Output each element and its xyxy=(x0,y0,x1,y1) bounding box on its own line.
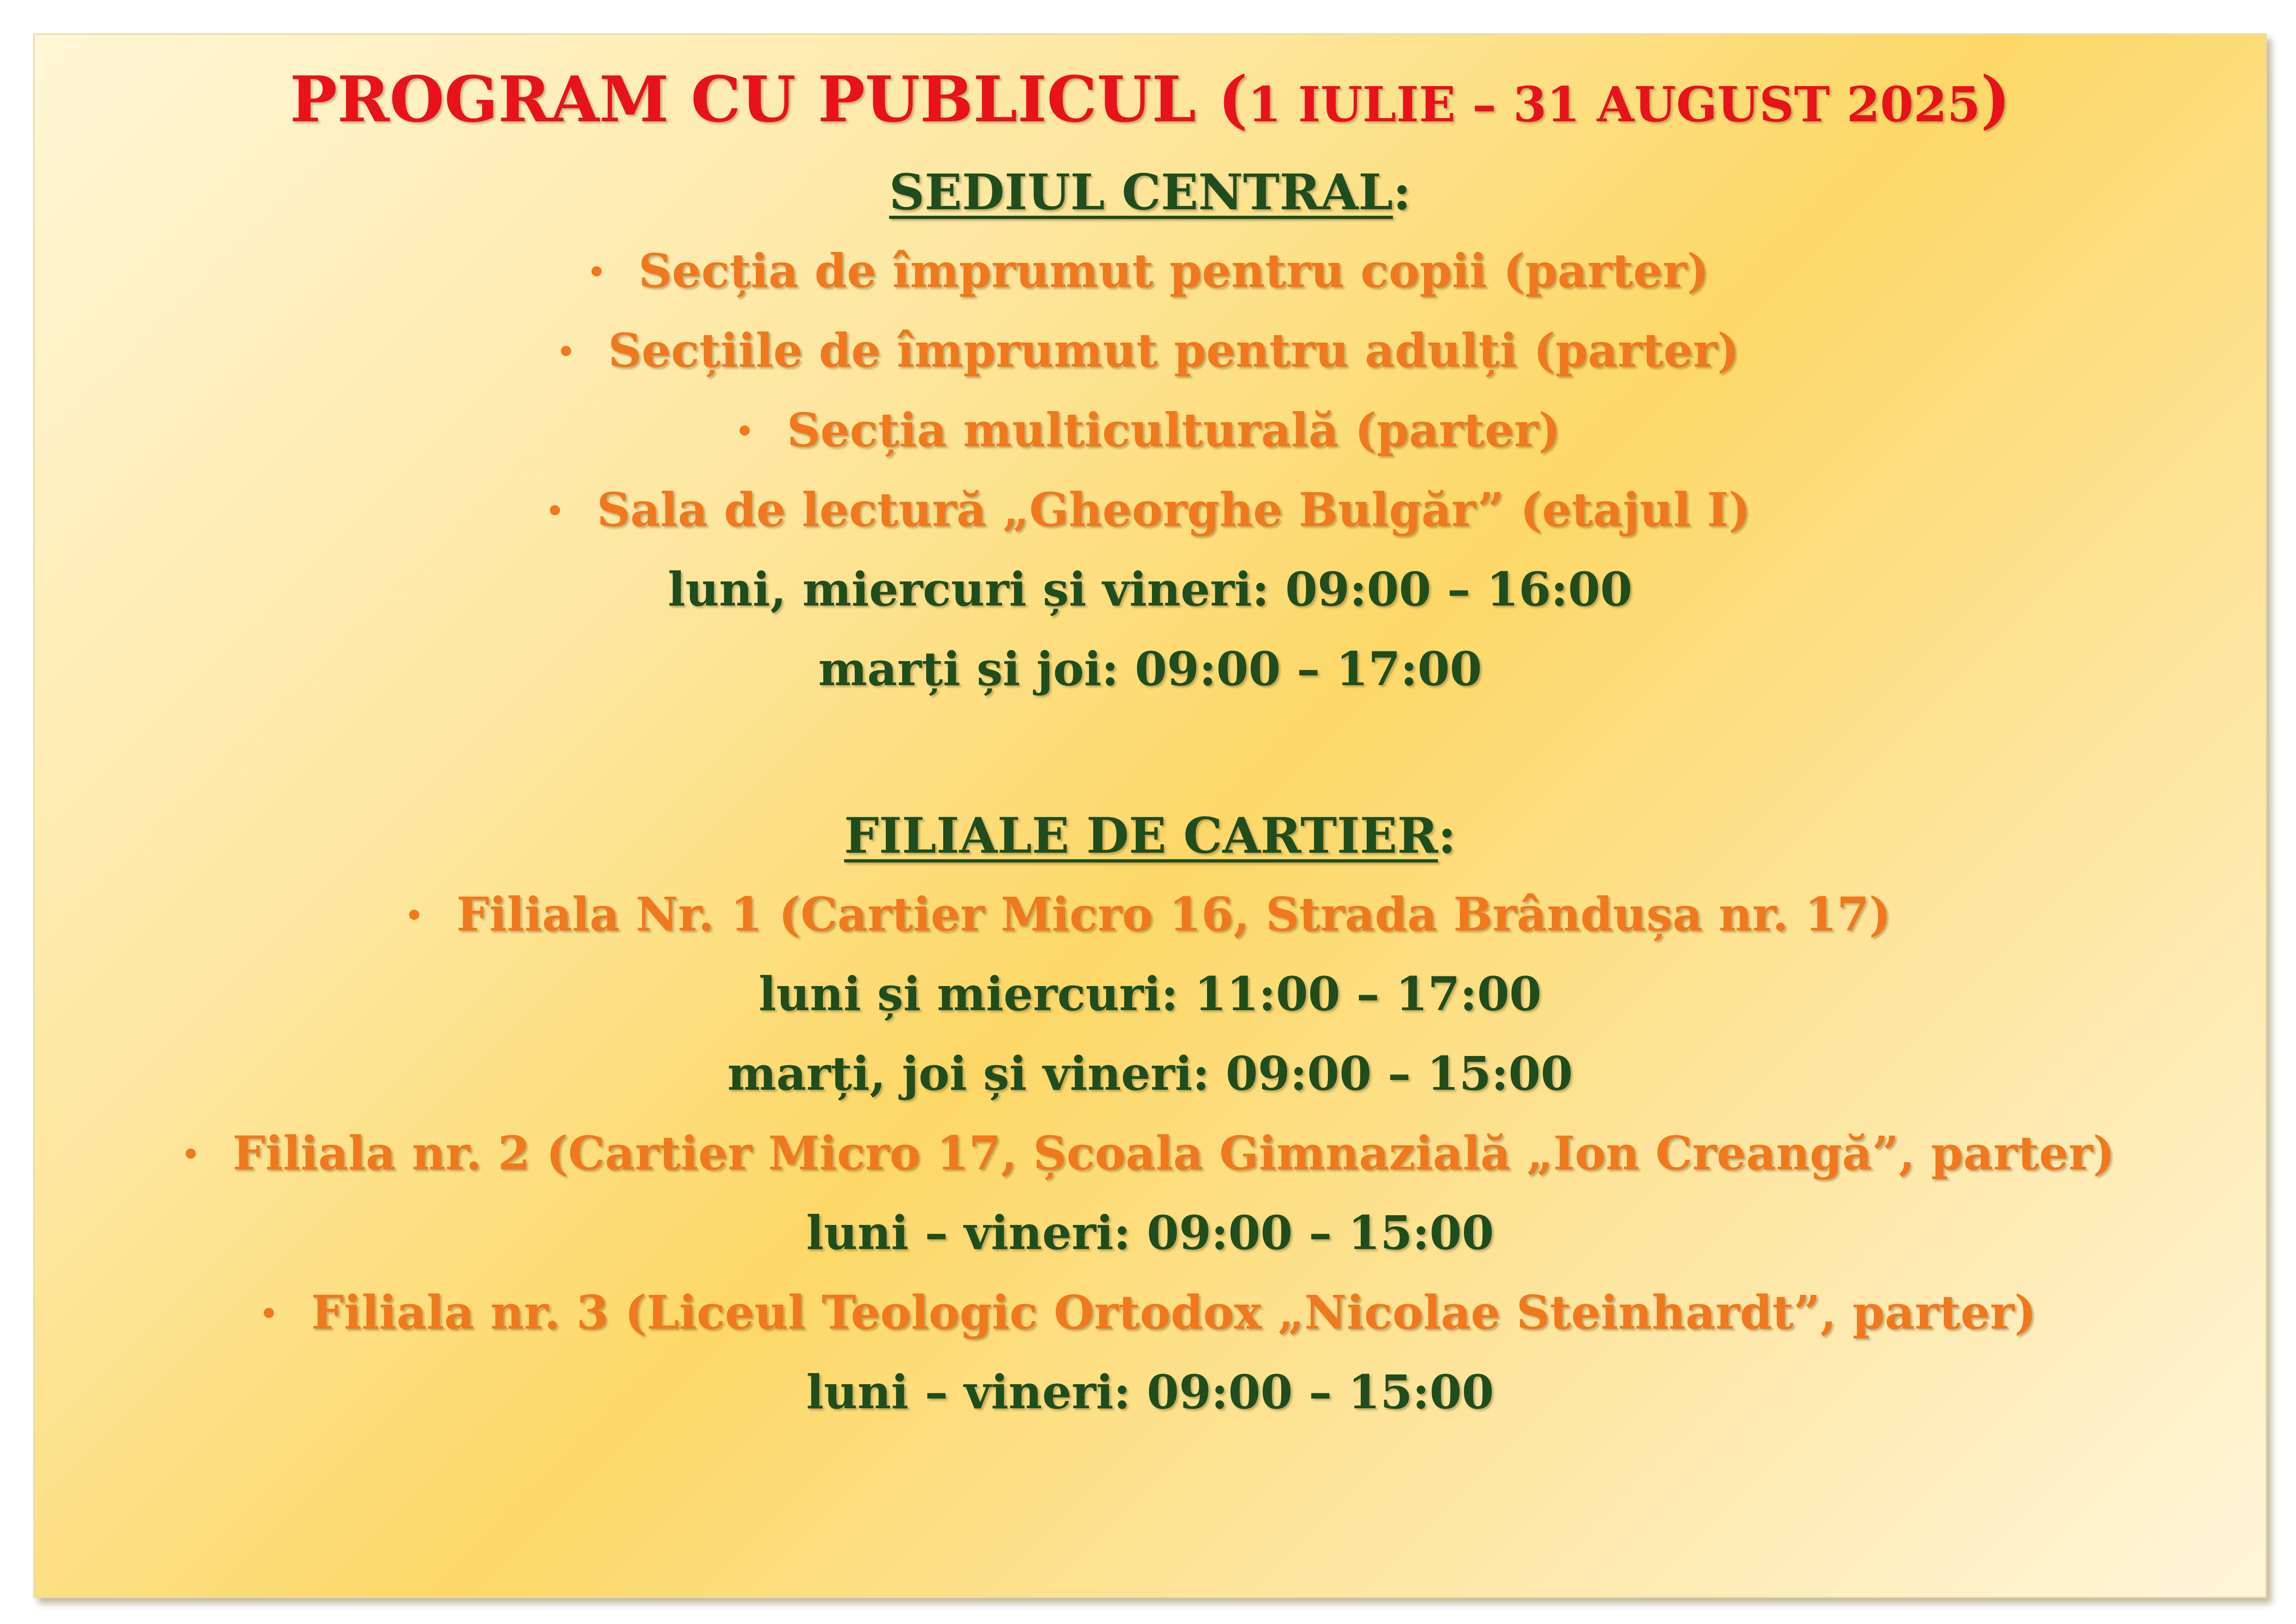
bullet-icon xyxy=(550,505,560,515)
branch-name-label: Filiala Nr. 1 (Cartier Micro 16, Strada Brândușa nr. 17) xyxy=(456,887,1891,942)
central-item-label: Secția multiculturală (parter) xyxy=(787,403,1561,457)
title-main: PROGRAM CU PUBLICUL ( xyxy=(290,62,1248,137)
central-item xyxy=(35,234,2265,308)
branch-hours: luni – vineri: 09:00 – 15:00 xyxy=(806,1365,1494,1419)
branch-name-label: Filiala nr. 3 (Liceul Teologic Ortodox „Nicolae Steinhardt”, parter) xyxy=(311,1285,2036,1340)
central-hours: luni, miercuri și vineri: 09:00 – 16:00 xyxy=(667,562,1633,617)
central-item-label: Secțiile de împrumut pentru adulți (parter) xyxy=(608,323,1739,378)
branches-heading-label: FILIALE DE CARTIER xyxy=(844,806,1438,864)
branch-name-label: Filiala nr. 2 (Cartier Micro 17, Școala Gimnazială „Ion Creangă”, parter) xyxy=(232,1126,2115,1181)
central-heading xyxy=(35,155,2265,229)
bullet-icon xyxy=(591,266,602,276)
branches-heading-colon: : xyxy=(1438,806,1456,864)
title-period: 1 IULIE – 31 AUGUST 2025 xyxy=(1248,76,1981,133)
bullet-icon xyxy=(264,1308,274,1318)
branches-heading xyxy=(35,799,2265,873)
branch-hours: luni și miercuri: 11:00 – 17:00 xyxy=(759,967,1542,1021)
central-item xyxy=(35,393,2265,467)
branch-hours: marți, joi și vineri: 09:00 – 15:00 xyxy=(727,1046,1573,1101)
schedule-card xyxy=(33,33,2267,1598)
branch-name xyxy=(35,877,2265,951)
branch-name xyxy=(35,1116,2265,1190)
bullet-icon xyxy=(561,346,571,356)
bullet-icon xyxy=(740,425,750,436)
central-item-label: Secția de împrumut pentru copii (parter) xyxy=(638,244,1709,298)
central-item xyxy=(35,313,2265,387)
central-heading-colon: : xyxy=(1393,163,1411,221)
branch-hours: luni – vineri: 09:00 – 15:00 xyxy=(806,1206,1494,1260)
central-item-label: Sala de lectură „Gheorghe Bulgăr” (etajul I) xyxy=(597,482,1751,537)
title-close: ) xyxy=(1980,62,2010,137)
bullet-icon xyxy=(186,1149,196,1159)
central-hours: marți și joi: 09:00 – 17:00 xyxy=(818,642,1482,696)
bullet-icon xyxy=(409,910,419,920)
central-heading-label: SEDIUL CENTRAL xyxy=(889,163,1393,221)
branch-name xyxy=(35,1275,2265,1349)
central-item xyxy=(35,473,2265,547)
page-title xyxy=(35,53,2265,151)
